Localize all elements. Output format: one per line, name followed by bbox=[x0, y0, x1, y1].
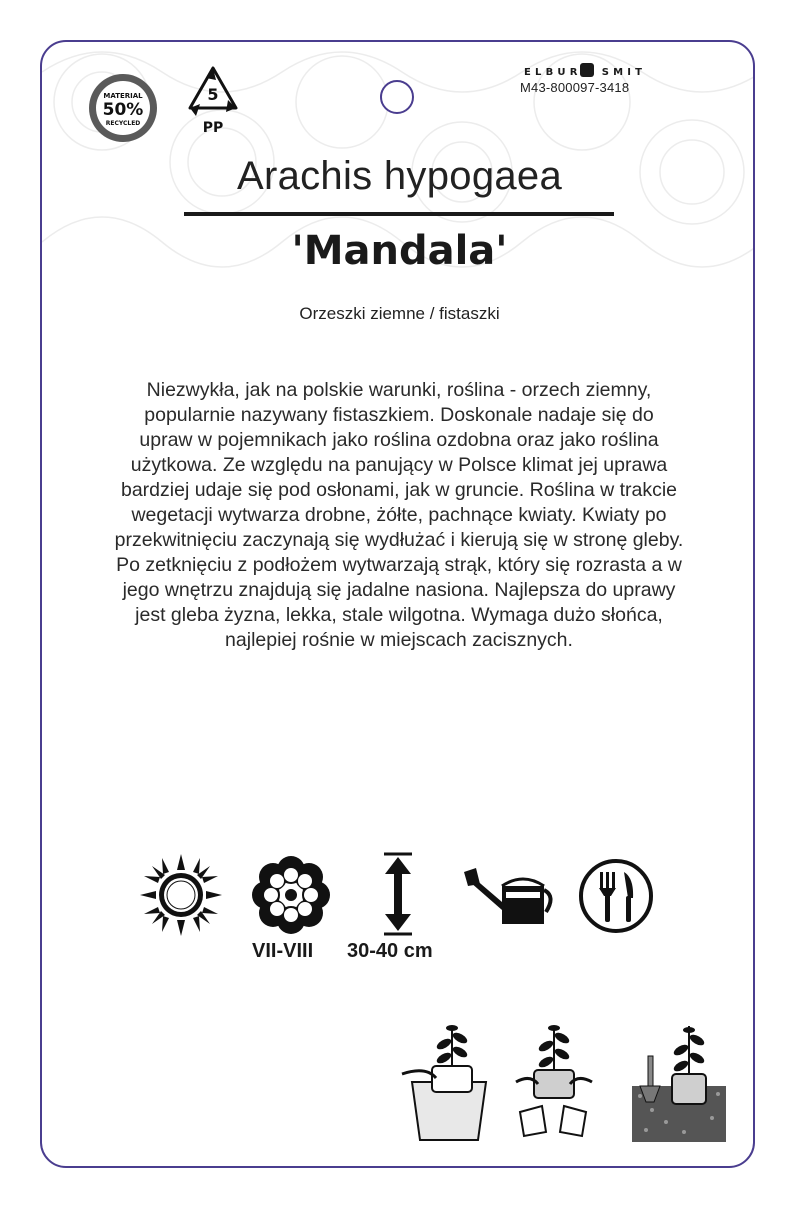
description-line: przekwitnięciu zaczynają się wydłużać i kierują się w stronę gleby. bbox=[114, 529, 684, 551]
title-divider bbox=[184, 212, 614, 216]
sun-icon bbox=[140, 854, 222, 936]
description-line: Niezwykła, jak na polskie warunki, roślina - orzech ziemny, bbox=[146, 379, 652, 401]
description-line: jest gleba żyzna, lekka, stale wilgotna. Wymaga dużo słońca, bbox=[135, 604, 663, 626]
plant-label-card bbox=[40, 40, 755, 1168]
description-line: użytkowa. Ze względu na panujący w Polsce klimat jej uprawa bbox=[130, 454, 668, 476]
step-plant-in-ground-icon bbox=[632, 1026, 726, 1142]
watering-can-icon bbox=[462, 866, 554, 926]
flower-icon bbox=[252, 856, 330, 934]
product-code: M43-800097-3418 bbox=[520, 80, 630, 95]
svg-text:MATERIAL: MATERIAL bbox=[103, 92, 143, 100]
svg-text:5: 5 bbox=[207, 85, 219, 104]
step-pot-icon bbox=[402, 1025, 486, 1140]
description-line: najlepiej rośnie w miejscach zacisznych. bbox=[225, 629, 573, 651]
recycled-material-badge bbox=[87, 72, 159, 144]
description-line: wegetacji wytwarza drobne, żółte, pachnące kwiaty. Kwiaty po bbox=[131, 504, 667, 526]
height-arrow-icon bbox=[378, 852, 418, 936]
svg-text:RECYCLED: RECYCLED bbox=[105, 120, 141, 127]
svg-text:ELBURG SMIT: ELBURG SMIT bbox=[524, 67, 642, 78]
step-remove-pot-icon bbox=[516, 1025, 592, 1136]
edible-cutlery-icon bbox=[578, 858, 654, 934]
description-line: bardziej udaje się pod osłonami, jak w gruncie. Roślina w trakcie bbox=[120, 479, 678, 501]
description-line: Po zetknięciu z podłożem wytwarzają strąk, który się rozrasta a w bbox=[116, 554, 682, 576]
description-line: upraw w pojemnikach jako roślina ozdobna oraz jako roślina bbox=[139, 429, 659, 451]
cultivar-name: 'Mandala' bbox=[291, 228, 508, 274]
hanging-hole bbox=[380, 80, 414, 114]
svg-text:50%: 50% bbox=[102, 100, 144, 120]
brand-logo bbox=[524, 60, 656, 80]
flowering-period: VII-VIII bbox=[252, 940, 314, 962]
care-icons bbox=[42, 854, 755, 944]
description bbox=[64, 378, 734, 653]
planting-steps-illustration bbox=[396, 1022, 726, 1142]
common-name: Orzeszki ziemne / fistaszki bbox=[299, 304, 500, 323]
latin-name: Arachis hypogaea bbox=[236, 154, 562, 198]
recycling-pp-icon bbox=[182, 64, 244, 142]
description-line: popularnie nazywany fistaszkiem. Doskonale nadaje się do bbox=[144, 404, 654, 426]
svg-text:PP: PP bbox=[202, 120, 224, 136]
description-line: jego wnętrzu znajdują się jadalne nasiona. Najlepsza do uprawy bbox=[122, 579, 676, 601]
plant-height: 30-40 cm bbox=[347, 940, 433, 962]
